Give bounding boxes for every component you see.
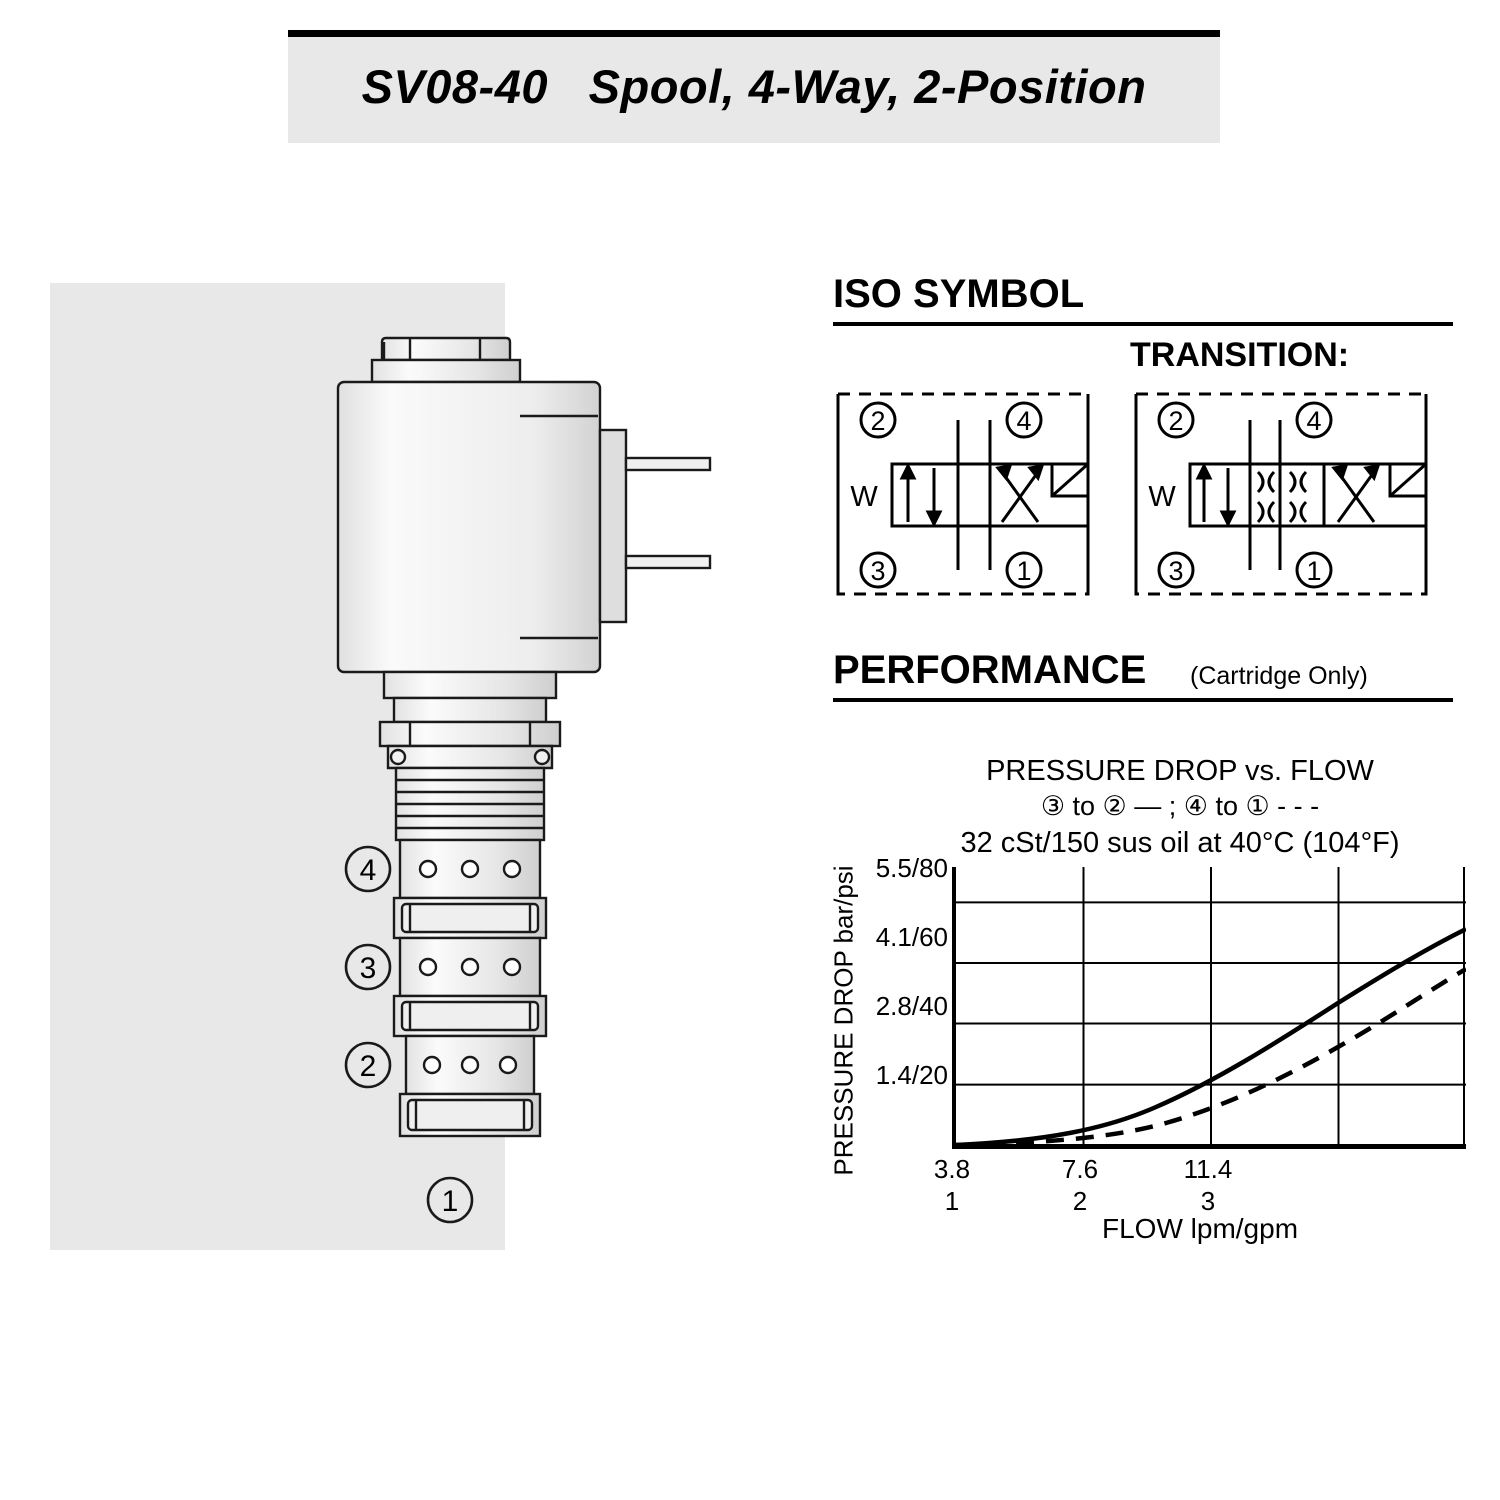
y-tick-1: 4.1/60 [875,922,948,952]
performance-subheading: (Cartridge Only) [1190,662,1368,690]
page-title: SV08-40 Spool, 4-Way, 2-Position [361,60,1147,113]
iso1-port-4: 4 [1016,406,1032,436]
iso2-port-1: 1 [1306,556,1322,586]
valve-cartridge-drawing [310,320,760,1250]
iso2-port-2: 2 [1168,406,1184,436]
performance-heading-rule [833,698,1453,702]
callout-3: 3 [359,952,377,985]
callout-4: 4 [359,854,377,887]
y-tick-0: 5.5/80 [875,853,948,883]
chart-subtitle-fluid: 32 cSt/150 sus oil at 40°C (104°F) [960,827,1400,859]
chart-y-axis-label: PRESSURE DROP bar/psi [828,865,859,1176]
transition-heading: TRANSITION: [1130,336,1350,374]
iso1-port-3: 3 [870,556,886,586]
x-tick-2-gpm: 3 [1200,1186,1216,1216]
iso2-port-4: 4 [1306,406,1322,436]
title-bar [288,30,1220,143]
iso-symbol-diagrams [830,380,1460,610]
iso-symbol-heading: ISO SYMBOL [833,272,1085,316]
iso1-port-2: 2 [870,406,886,436]
iso1-port-1: 1 [1016,556,1032,586]
y-tick-2: 2.8/40 [875,991,948,1021]
callout-2: 2 [359,1050,377,1083]
chart-x-axis-label: FLOW lpm/gpm [1101,1213,1299,1244]
pressure-drop-chart [820,745,1480,1255]
x-tick-0-lpm: 3.8 [933,1154,971,1184]
chart-plot-area [952,867,1466,1149]
x-tick-1-lpm: 7.6 [1061,1154,1099,1184]
y-tick-3: 1.4/20 [875,1060,948,1090]
x-tick-2-lpm: 11.4 [1183,1154,1233,1184]
x-tick-1-gpm: 2 [1072,1186,1088,1216]
x-tick-0-gpm: 1 [944,1186,960,1216]
iso2-port-3: 3 [1168,556,1184,586]
iso2-side-label: W [1148,481,1176,513]
chart-subtitle-series: ③ to ② — ; ④ to ① - - - [1040,791,1320,821]
chart-y-ticks [820,745,948,1165]
iso-heading-rule [833,322,1453,326]
callout-1: 1 [441,1185,459,1218]
iso1-side-label: W [850,481,878,513]
chart-title: PRESSURE DROP vs. FLOW [986,755,1374,787]
performance-heading: PERFORMANCE [833,648,1147,692]
